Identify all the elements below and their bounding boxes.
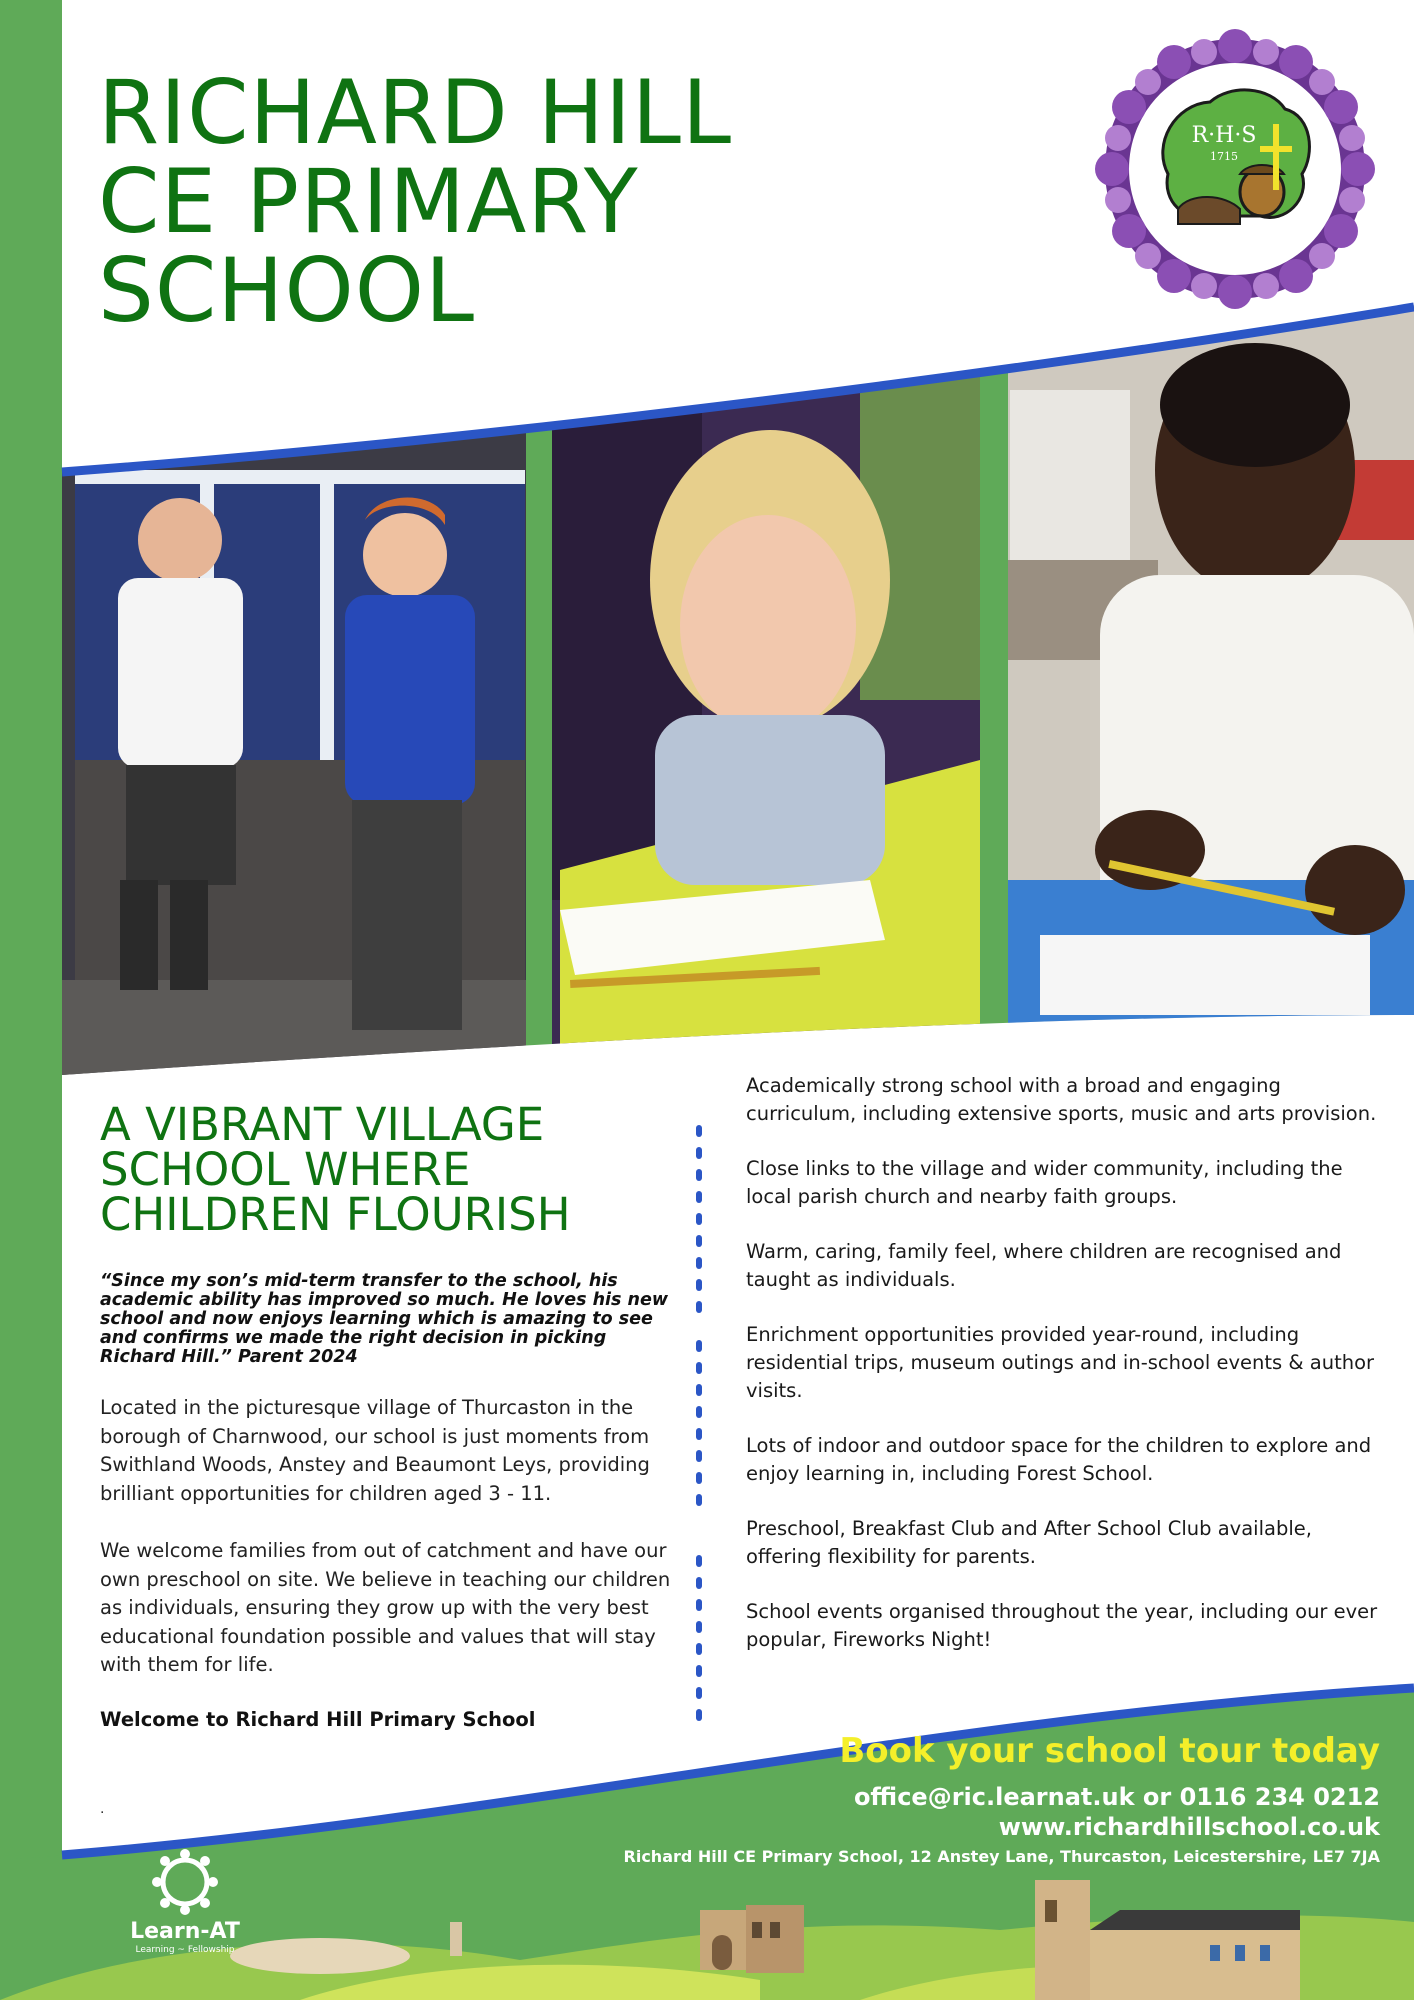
dotted-divider	[694, 1125, 704, 1725]
crest-year: 1715	[1210, 150, 1238, 163]
website-link[interactable]: www.richardhillschool.co.uk	[998, 1813, 1380, 1841]
headline-line: SCHOOL WHERE	[100, 1143, 471, 1196]
main-headline	[100, 1098, 660, 1241]
feature-item: Enrichment opportunities provided year-round, including residential trips, museum outings and in-school events & author visits.	[746, 1323, 1375, 1402]
intro-paragraph: Located in the picturesque village of Thurcaston in the borough of Charnwood, our school is just moments from Swithland Woods, Anstey and Beaumont Leys, providing brilliant opportunities for children aged 3 - 11.	[100, 1396, 650, 1505]
crest-initials: R·H·S	[1191, 123, 1257, 148]
castle-ruin-illustration	[700, 1905, 804, 1973]
parent-testimonial: “Since my son’s mid-term transfer to the school, his academic ability has improved so much. He loves his new school and now enjoys learning which is amazing to see and confirms we made the right decision in picking Richard Hill.” Parent 2024	[100, 1271, 669, 1367]
headline-line: CHILDREN FLOURISH	[100, 1188, 571, 1241]
contact-details[interactable]: office@ric.learnat.uk or 0116 234 0212	[853, 1783, 1380, 1811]
school-address: Richard Hill CE Primary School, 12 Anstey Lane, Thurcaston, Leicestershire, LE7 7JA	[623, 1847, 1380, 1866]
learn-at-logo-icon	[120, 1848, 250, 1958]
feature-list	[746, 1072, 1386, 1681]
trust-tagline: Learning ~ Fellowship	[135, 1945, 235, 1955]
feature-item: Lots of indoor and outdoor space for the children to explore and enjoy learning in, including Forest School.	[746, 1434, 1372, 1485]
photo-boy-smiling-pencil	[1008, 300, 1414, 1100]
welcome-line: Welcome to Richard Hill Primary School	[100, 1708, 536, 1731]
headline-line: A VIBRANT VILLAGE	[100, 1098, 545, 1151]
title-line: CE PRIMARY	[98, 150, 639, 253]
book-tour-heading: Book your school tour today	[839, 1731, 1380, 1771]
feature-item: School events organised throughout the year, including our ever popular, Fireworks Night!	[746, 1600, 1378, 1651]
title-line: RICHARD HILL	[98, 61, 732, 164]
photo-two-boys-thumbs-up	[62, 300, 526, 1100]
feature-item: Close links to the village and wider community, including the local parish church and nearby faith groups.	[746, 1157, 1343, 1208]
title-line: SCHOOL	[98, 239, 476, 342]
trailing-dot: .	[100, 1800, 105, 1817]
trust-name: Learn-AT	[130, 1919, 240, 1944]
feature-item: Preschool, Breakfast Club and After School Club available, offering flexibility for parents.	[746, 1517, 1312, 1568]
feature-item: Warm, caring, family feel, where children are recognised and taught as individuals.	[746, 1240, 1342, 1291]
welcome-paragraph: We welcome families from out of catchment and have our own preschool on site. We believe in teaching our children as individuals, ensuring they grow up with the very best educational foundation possible and values that will stay with them for life.	[100, 1539, 671, 1676]
feature-item: Academically strong school with a broad and engaging curriculum, including extensive sports, music and arts provision.	[746, 1074, 1377, 1125]
